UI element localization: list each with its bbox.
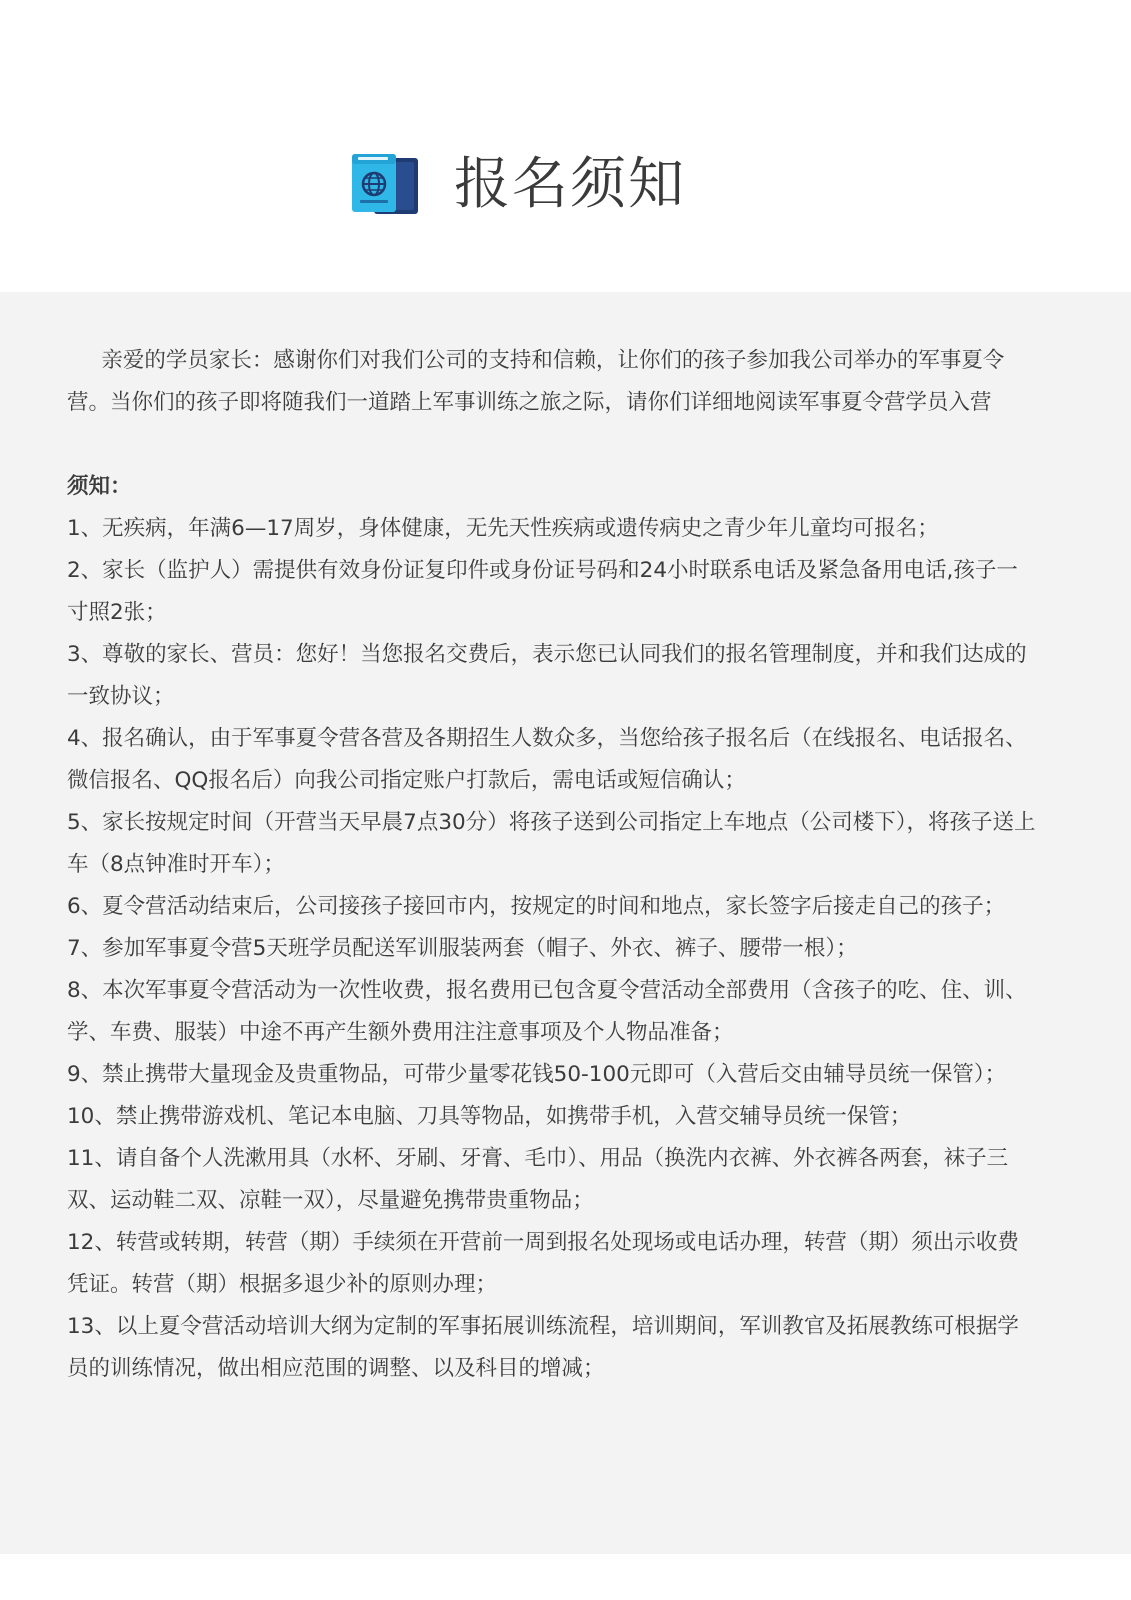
notice-item-8: 8、本次军事夏令营活动为一次性收费，报名费用已包含夏令营活动全部费用（含孩子的吃、住、训、学、车费、服装）中途不再产生额外费用注注意事项及个人物品准备； bbox=[67, 978, 1027, 1045]
notice-item-9: 9、禁止携带大量现金及贵重物品，可带少量零花钱50-100元即可（入营后交由辅导员统一保管）； bbox=[67, 1062, 1007, 1087]
notice-item-4: 4、报名确认，由于军事夏令营各营及各期招生人数众多，当您给孩子报名后（在线报名、电话报名、微信报名、QQ报名后）向我公司指定账户打款后，需电话或短信确认； bbox=[67, 726, 1027, 793]
notice-content bbox=[0, 292, 1131, 1554]
text-block bbox=[67, 340, 1037, 1390]
notice-list bbox=[67, 508, 1037, 1390]
notice-item-13: 13、以上夏令营活动培训大纲为定制的军事拓展训练流程，培训期间，军训教官及拓展教练可根据学员的训练情况，做出相应范围的调整、以及科目的增减； bbox=[67, 1314, 1019, 1381]
notice-item-7: 7、参加军事夏令营5天班学员配送军训服装两套（帽子、外衣、裤子、腰带一根）； bbox=[67, 936, 858, 961]
paragraph-spacer bbox=[67, 424, 1037, 466]
intro-paragraph: 亲爱的学员家长：感谢你们对我们公司的支持和信赖，让你们的孩子参加我公司举办的军事夏令营。当你们的孩子即将随我们一道踏上军事训练之旅之际，请你们详细地阅读军事夏令营学员入营 bbox=[67, 348, 1005, 415]
notice-item-1: 1、无疾病，年满6—17周岁，身体健康，无先天性疾病或遗传病史之青少年儿童均可报名； bbox=[67, 516, 939, 541]
notice-item-10: 10、禁止携带游戏机、笔记本电脑、刀具等物品，如携带手机，入营交辅导员统一保管； bbox=[67, 1104, 912, 1129]
passport-icon bbox=[350, 154, 422, 216]
notice-item-2: 2、家长（监护人）需提供有效身份证复印件或身份证号码和24小时联系电话及紧急备用电话,孩子一寸照2张； bbox=[67, 558, 1018, 625]
notice-heading: 须知： bbox=[67, 474, 132, 499]
page-title: 报名须知 bbox=[454, 152, 686, 217]
notice-item-12: 12、转营或转期，转营（期）手续须在开营前一周到报名处现场或电话办理，转营（期）须出示收费凭证。转营（期）根据多退少补的原则办理； bbox=[67, 1230, 1019, 1297]
notice-item-3: 3、尊敬的家长、营员：您好！当您报名交费后，表示您已认同我们的报名管理制度，并和我们达成的一致协议； bbox=[67, 642, 1027, 709]
header bbox=[0, 0, 1131, 292]
notice-item-6: 6、夏令营活动结束后，公司接孩子接回市内，按规定的时间和地点，家长签字后接走自己的孩子； bbox=[67, 894, 1006, 919]
notice-item-11: 11、请自备个人洗漱用具（水杯、牙刷、牙膏、毛巾）、用品（换洗内衣裤、外衣裤各两套，袜子三双、运动鞋二双、凉鞋一双），尽量避免携带贵重物品； bbox=[67, 1146, 1009, 1213]
title-row bbox=[350, 150, 686, 220]
notice-item-5: 5、家长按规定时间（开营当天早晨7点30分）将孩子送到公司指定上车地点（公司楼下），将孩子送上车（8点钟准时开车）； bbox=[67, 810, 1036, 877]
